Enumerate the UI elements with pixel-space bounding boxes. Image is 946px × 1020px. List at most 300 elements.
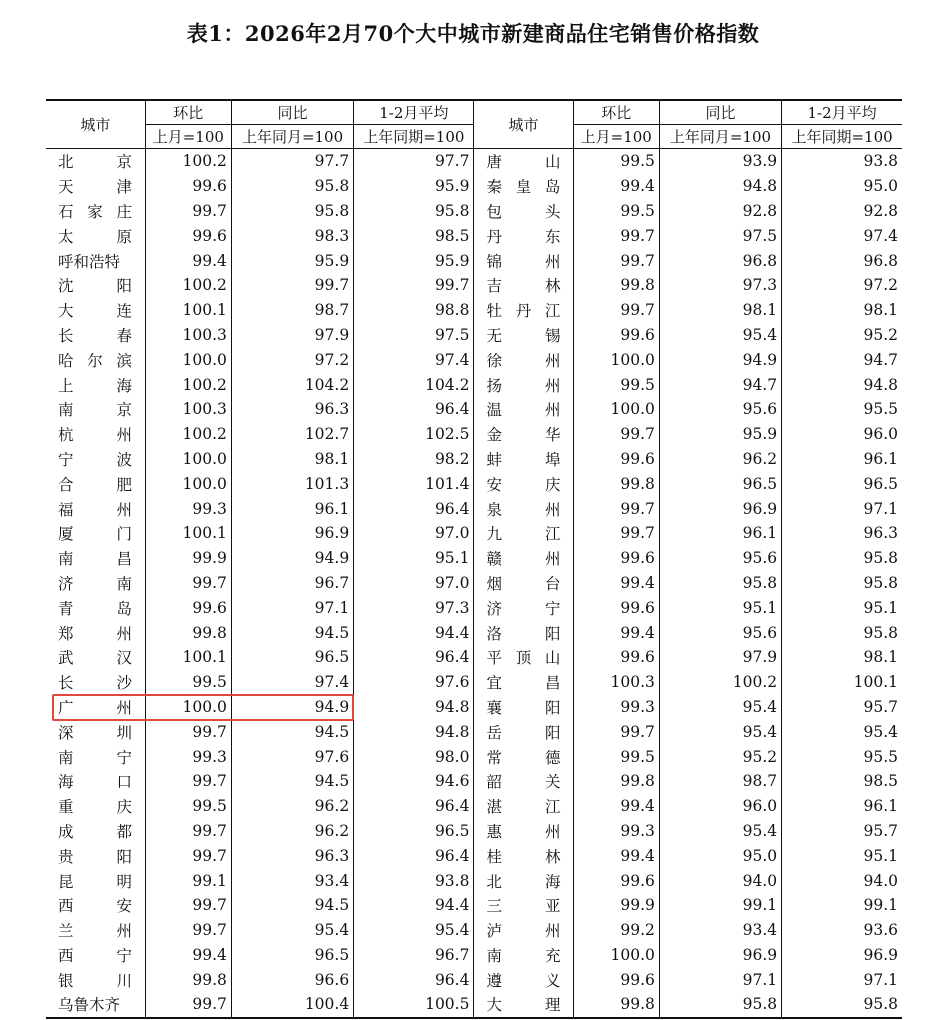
table-row [46, 893, 902, 918]
mom-value: 100.0 [573, 397, 659, 422]
yoy-value: 94.5 [231, 769, 353, 794]
avg-value: 96.4 [354, 645, 474, 670]
yoy-column-header: 同比 [231, 100, 353, 125]
avg-value: 96.5 [782, 471, 902, 496]
avg-value: 94.0 [782, 868, 902, 893]
yoy-value: 97.3 [659, 273, 781, 298]
city-name [474, 521, 573, 546]
city-name-text: 扬 州 [486, 376, 561, 395]
avg-value: 95.2 [782, 323, 902, 348]
city-name [46, 174, 145, 199]
city-name [46, 620, 145, 645]
city-name [46, 819, 145, 844]
yoy-value: 95.9 [231, 248, 353, 273]
mom-column-header: 环比 [145, 100, 231, 125]
city-name-text: 沈 阳 [58, 277, 132, 296]
yoy-value: 98.7 [659, 769, 781, 794]
yoy-value: 98.1 [231, 447, 353, 472]
table-row [46, 546, 902, 571]
city-name [46, 248, 145, 273]
city-name [46, 645, 145, 670]
avg-value: 95.8 [782, 546, 902, 571]
city-name [46, 422, 145, 447]
city-name [474, 819, 573, 844]
mom-value: 100.2 [145, 273, 231, 298]
yoy-value: 96.3 [231, 397, 353, 422]
city-name-text: 岳 阳 [486, 723, 561, 742]
avg-value: 97.4 [782, 223, 902, 248]
avg-value: 94.8 [782, 372, 902, 397]
mom-value: 99.4 [573, 843, 659, 868]
yoy-value: 96.9 [231, 521, 353, 546]
city-name-text: 牡 丹 江 [486, 302, 561, 321]
mom-value: 99.6 [573, 645, 659, 670]
city-name-text: 银 川 [58, 971, 132, 990]
table-row [46, 620, 902, 645]
table-row [46, 645, 902, 670]
avg-value: 92.8 [782, 199, 902, 224]
yoy-value: 95.6 [659, 620, 781, 645]
mom-value: 100.2 [145, 149, 231, 174]
avg-value: 96.4 [354, 967, 474, 992]
city-name-text: 泉 州 [486, 500, 561, 519]
city-name [474, 992, 573, 1018]
yoy-value: 96.1 [659, 521, 781, 546]
city-name [46, 298, 145, 323]
yoy-value: 95.6 [659, 546, 781, 571]
table-row [46, 223, 902, 248]
mom-value: 99.9 [573, 893, 659, 918]
city-name [474, 347, 573, 372]
mom-value: 100.1 [145, 521, 231, 546]
avg-value: 94.8 [354, 695, 474, 720]
city-name [46, 719, 145, 744]
city-name-text: 宁 波 [58, 450, 132, 469]
yoy-value: 94.5 [231, 893, 353, 918]
city-name-text: 石 家 庄 [58, 202, 132, 221]
yoy-value: 97.7 [231, 149, 353, 174]
city-name [474, 719, 573, 744]
city-name-text: 三 亚 [486, 897, 561, 916]
table-row [46, 794, 902, 819]
city-name [46, 670, 145, 695]
yoy-value: 97.1 [659, 967, 781, 992]
avg-value: 94.4 [354, 893, 474, 918]
mom-value: 99.3 [145, 496, 231, 521]
avg-value: 96.7 [354, 943, 474, 968]
mom-value: 100.3 [145, 323, 231, 348]
yoy-value: 94.9 [231, 695, 353, 720]
avg-value: 98.0 [354, 744, 474, 769]
avg-column-header: 1-2月平均 [354, 100, 474, 125]
avg-value: 97.3 [354, 595, 474, 620]
city-name [474, 149, 573, 174]
mom-value: 100.0 [573, 943, 659, 968]
table-row [46, 372, 902, 397]
table-row [46, 571, 902, 596]
city-name-text: 襄 阳 [486, 698, 561, 717]
city-name-text: 兰 州 [58, 922, 132, 941]
city-name [46, 546, 145, 571]
table-row [46, 471, 902, 496]
city-name [474, 670, 573, 695]
city-name [474, 248, 573, 273]
avg-value: 94.6 [354, 769, 474, 794]
city-name [46, 496, 145, 521]
mom-value: 99.6 [145, 174, 231, 199]
mom-value: 99.7 [145, 571, 231, 596]
mom-value: 99.7 [145, 843, 231, 868]
city-name-text: 济 宁 [486, 599, 561, 618]
table-row [46, 843, 902, 868]
mom-value: 99.6 [573, 447, 659, 472]
avg-value: 96.5 [354, 819, 474, 844]
yoy-value: 95.0 [659, 843, 781, 868]
city-name-text: 贵 阳 [58, 847, 132, 866]
mom-value: 99.7 [145, 992, 231, 1018]
avg-value: 104.2 [354, 372, 474, 397]
mom-value: 99.6 [573, 868, 659, 893]
table-row [46, 918, 902, 943]
avg-value: 96.3 [782, 521, 902, 546]
avg-value: 96.1 [782, 447, 902, 472]
mom-column-header: 环比 [573, 100, 659, 125]
table-row [46, 248, 902, 273]
city-name-text: 大 连 [58, 302, 132, 321]
yoy-value: 96.2 [659, 447, 781, 472]
table-row [46, 744, 902, 769]
mom-value: 99.7 [145, 893, 231, 918]
city-name [474, 298, 573, 323]
mom-value: 99.6 [573, 546, 659, 571]
city-name-text: 无 锡 [486, 326, 561, 345]
table-row [46, 943, 902, 968]
avg-value: 95.4 [354, 918, 474, 943]
avg-value: 95.8 [782, 620, 902, 645]
yoy-value: 104.2 [231, 372, 353, 397]
mom-value: 99.8 [573, 992, 659, 1018]
table-row [46, 670, 902, 695]
yoy-value: 95.8 [231, 174, 353, 199]
city-name-text: 深 圳 [58, 723, 132, 742]
avg-value: 95.8 [782, 571, 902, 596]
mom-value: 99.8 [573, 471, 659, 496]
city-name-text: 北 京 [58, 153, 132, 172]
mom-value: 100.2 [145, 422, 231, 447]
table-body [46, 149, 902, 1018]
avg-value: 100.1 [782, 670, 902, 695]
avg-value: 98.1 [782, 298, 902, 323]
yoy-value: 95.6 [659, 397, 781, 422]
city-name [46, 893, 145, 918]
city-name [474, 397, 573, 422]
city-name-text: 烟 台 [486, 574, 561, 593]
yoy-value: 97.9 [659, 645, 781, 670]
table-row [46, 595, 902, 620]
mom-value: 99.3 [573, 695, 659, 720]
city-name [474, 595, 573, 620]
city-name [46, 967, 145, 992]
table-row [46, 769, 902, 794]
avg-value: 100.5 [354, 992, 474, 1018]
city-name [46, 918, 145, 943]
yoy-value: 97.1 [231, 595, 353, 620]
avg-value: 95.5 [782, 397, 902, 422]
city-name [46, 223, 145, 248]
city-name-text: 青 岛 [58, 599, 132, 618]
table-row [46, 967, 902, 992]
yoy-value: 97.6 [231, 744, 353, 769]
avg-value: 93.8 [354, 868, 474, 893]
city-name-text: 惠 州 [486, 822, 561, 841]
yoy-value: 98.1 [659, 298, 781, 323]
avg-value: 98.2 [354, 447, 474, 472]
yoy-value: 95.1 [659, 595, 781, 620]
mom-value: 100.0 [573, 347, 659, 372]
avg-value: 101.4 [354, 471, 474, 496]
city-name [474, 372, 573, 397]
avg-value: 95.8 [782, 992, 902, 1018]
city-name-text: 天 津 [58, 178, 132, 197]
yoy-value: 94.5 [231, 719, 353, 744]
avg-value: 95.1 [354, 546, 474, 571]
city-name-text: 南 充 [486, 946, 561, 965]
table-row [46, 422, 902, 447]
city-name [474, 223, 573, 248]
avg-value: 96.0 [782, 422, 902, 447]
yoy-value: 95.8 [231, 199, 353, 224]
city-name-text: 包 头 [486, 202, 561, 221]
yoy-value: 96.5 [659, 471, 781, 496]
city-name [474, 422, 573, 447]
city-name [474, 918, 573, 943]
avg-value: 96.8 [782, 248, 902, 273]
yoy-value: 95.4 [659, 819, 781, 844]
avg-value: 95.4 [782, 719, 902, 744]
city-name-text: 常 德 [486, 748, 561, 767]
yoy-base-header: 上年同月=100 [659, 125, 781, 149]
mom-value: 99.7 [145, 819, 231, 844]
avg-value: 94.4 [354, 620, 474, 645]
avg-value: 93.6 [782, 918, 902, 943]
mom-value: 99.6 [573, 967, 659, 992]
yoy-value: 96.2 [231, 794, 353, 819]
avg-value: 95.0 [782, 174, 902, 199]
table-row [46, 347, 902, 372]
mom-value: 99.6 [145, 595, 231, 620]
mom-value: 99.4 [573, 794, 659, 819]
yoy-value: 95.4 [659, 719, 781, 744]
table-title: 表1：2026年2月70个大中城市新建商品住宅销售价格指数 [186, 21, 760, 46]
mom-value: 99.1 [145, 868, 231, 893]
city-name [46, 397, 145, 422]
city-name-text: 太 原 [58, 227, 132, 246]
mom-value: 99.8 [573, 769, 659, 794]
mom-value: 99.3 [573, 819, 659, 844]
mom-value: 99.3 [145, 744, 231, 769]
city-name-text: 乌 鲁 木 齐 [58, 996, 121, 1015]
city-name-text: 昆 明 [58, 872, 132, 891]
mom-value: 99.5 [145, 794, 231, 819]
mom-value: 99.7 [145, 719, 231, 744]
avg-value: 96.4 [354, 496, 474, 521]
yoy-value: 101.3 [231, 471, 353, 496]
city-name [474, 471, 573, 496]
city-name-text: 成 都 [58, 822, 132, 841]
yoy-value: 98.7 [231, 298, 353, 323]
city-name [474, 199, 573, 224]
yoy-value: 93.4 [659, 918, 781, 943]
city-name-text: 秦 皇 岛 [486, 178, 561, 197]
yoy-value: 97.4 [231, 670, 353, 695]
avg-value: 97.1 [782, 496, 902, 521]
city-name [474, 893, 573, 918]
city-name [46, 868, 145, 893]
avg-value: 96.9 [782, 943, 902, 968]
avg-value: 95.1 [782, 843, 902, 868]
city-name-text: 丹 东 [486, 227, 561, 246]
mom-value: 100.0 [145, 347, 231, 372]
table-row [46, 298, 902, 323]
city-name-text: 泸 州 [486, 922, 561, 941]
city-name [46, 471, 145, 496]
city-name-text: 蚌 埠 [486, 450, 561, 469]
mom-value: 100.1 [145, 645, 231, 670]
city-name [46, 199, 145, 224]
yoy-value: 99.7 [231, 273, 353, 298]
yoy-value: 95.4 [231, 918, 353, 943]
yoy-base-header: 上年同月=100 [231, 125, 353, 149]
avg-base-header: 上年同期=100 [782, 125, 902, 149]
avg-value: 95.8 [354, 199, 474, 224]
city-name [46, 273, 145, 298]
mom-value: 99.8 [145, 620, 231, 645]
city-name-text: 海 口 [58, 773, 132, 792]
yoy-value: 97.9 [231, 323, 353, 348]
mom-value: 100.3 [573, 670, 659, 695]
mom-value: 99.7 [573, 223, 659, 248]
avg-value: 95.7 [782, 819, 902, 844]
city-name-text: 郑 州 [58, 624, 132, 643]
avg-value: 96.4 [354, 843, 474, 868]
yoy-value: 97.2 [231, 347, 353, 372]
yoy-value: 93.4 [231, 868, 353, 893]
yoy-value: 96.9 [659, 943, 781, 968]
mom-value: 99.7 [573, 719, 659, 744]
city-name-text: 重 庆 [58, 798, 132, 817]
avg-value: 94.8 [354, 719, 474, 744]
city-name [46, 447, 145, 472]
yoy-value: 96.5 [231, 645, 353, 670]
city-name [46, 149, 145, 174]
city-name-text: 湛 江 [486, 798, 561, 817]
city-name [474, 174, 573, 199]
mom-value: 99.5 [573, 199, 659, 224]
city-name [474, 546, 573, 571]
city-name [46, 943, 145, 968]
mom-value: 99.7 [145, 199, 231, 224]
city-name-text: 唐 山 [486, 153, 561, 172]
table-row [46, 719, 902, 744]
city-name-text: 济 南 [58, 574, 132, 593]
avg-value: 97.4 [354, 347, 474, 372]
avg-value: 98.1 [782, 645, 902, 670]
city-name [46, 521, 145, 546]
city-name [474, 868, 573, 893]
mom-value: 99.5 [573, 149, 659, 174]
city-name [46, 571, 145, 596]
avg-value: 95.5 [782, 744, 902, 769]
yoy-value: 95.9 [659, 422, 781, 447]
city-name [46, 769, 145, 794]
mom-value: 99.7 [573, 298, 659, 323]
city-name-text: 长 沙 [58, 674, 132, 693]
yoy-value: 96.7 [231, 571, 353, 596]
table-row [46, 521, 902, 546]
city-name [474, 843, 573, 868]
avg-value: 95.9 [354, 174, 474, 199]
mom-value: 100.0 [145, 447, 231, 472]
mom-value: 99.6 [145, 223, 231, 248]
city-column-header: 城市 [474, 100, 573, 149]
yoy-column-header: 同比 [659, 100, 781, 125]
mom-value: 99.7 [573, 422, 659, 447]
city-name [474, 645, 573, 670]
table-row [46, 397, 902, 422]
avg-value: 97.0 [354, 571, 474, 596]
mom-value: 99.4 [573, 174, 659, 199]
mom-value: 100.1 [145, 298, 231, 323]
mom-value: 100.3 [145, 397, 231, 422]
table-row [46, 149, 902, 174]
mom-value: 99.4 [573, 620, 659, 645]
city-name-text: 洛 阳 [486, 624, 561, 643]
highlight-box [52, 694, 354, 721]
mom-value: 99.9 [145, 546, 231, 571]
yoy-value: 100.4 [231, 992, 353, 1018]
avg-value: 96.4 [354, 794, 474, 819]
mom-value: 99.8 [573, 273, 659, 298]
city-name-text: 金 华 [486, 426, 561, 445]
mom-value: 99.5 [145, 670, 231, 695]
yoy-value: 102.7 [231, 422, 353, 447]
city-name [46, 794, 145, 819]
table-row [46, 174, 902, 199]
mom-value: 99.8 [145, 967, 231, 992]
city-name-text: 西 宁 [58, 946, 132, 965]
table-row [46, 992, 902, 1018]
avg-value: 96.4 [354, 397, 474, 422]
mom-value: 99.4 [145, 248, 231, 273]
city-name [474, 323, 573, 348]
city-name-text: 吉 林 [486, 277, 561, 296]
city-name-text: 西 安 [58, 897, 132, 916]
mom-value: 99.7 [145, 918, 231, 943]
city-name-text: 长 春 [58, 326, 132, 345]
yoy-value: 96.5 [231, 943, 353, 968]
avg-value: 98.5 [354, 223, 474, 248]
city-name [46, 372, 145, 397]
yoy-value: 96.8 [659, 248, 781, 273]
yoy-value: 97.5 [659, 223, 781, 248]
mom-value: 100.0 [145, 695, 231, 720]
city-name-text: 哈 尔 滨 [58, 351, 132, 370]
city-name-text: 遵 义 [486, 971, 561, 990]
avg-value: 94.7 [782, 347, 902, 372]
city-name-text: 北 海 [486, 872, 561, 891]
price-index-table [46, 99, 902, 1019]
avg-value: 97.2 [782, 273, 902, 298]
